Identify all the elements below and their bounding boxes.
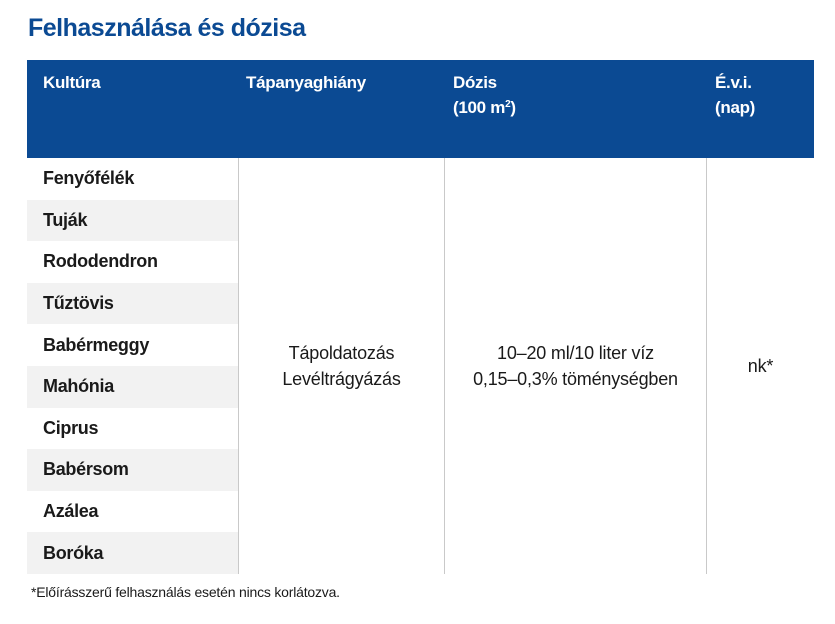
culture-row: Tuják — [27, 200, 238, 242]
culture-row: Rododendron — [43, 251, 158, 272]
culture-row: Fenyőfélék — [43, 168, 135, 189]
header-evi-line2: (nap) — [715, 98, 756, 117]
footnote: *Előírásszerű felhasználás esetén nincs korlátozva. — [31, 584, 340, 600]
dose-line: 0,15–0,3% töménységben — [473, 369, 678, 389]
page-title: Felhasználása és dózisa — [28, 14, 306, 42]
culture-row: Mahónia — [27, 366, 238, 408]
culture-row: Ciprus — [43, 417, 99, 438]
table-header — [27, 60, 814, 158]
header-dose-unit-suffix: ) — [510, 98, 516, 117]
culture-row: Azálea — [43, 501, 99, 522]
culture-row: Babérsom — [27, 449, 238, 491]
deficiency-line: Tápoldatozás — [288, 343, 395, 363]
deficiency-cell — [239, 158, 444, 574]
header-dose-line2 — [453, 95, 516, 120]
header-dose — [453, 70, 516, 120]
culture-column — [27, 158, 238, 574]
header-deficiency — [246, 70, 366, 95]
header-dose-unit-sup: 2 — [505, 99, 511, 110]
dose-cell — [445, 158, 706, 574]
dosage-table — [27, 60, 814, 574]
header-dose-unit-prefix: (100 m — [453, 98, 506, 117]
culture-row: Boróka — [27, 532, 238, 574]
culture-row: Tűztövis — [27, 283, 238, 325]
dose-line: 10–20 ml/10 liter víz — [497, 343, 654, 363]
deficiency-line: Levéltrágyázás — [282, 369, 401, 389]
header-dose-line1: Dózis — [453, 73, 497, 92]
header-culture-label: Kultúra — [43, 73, 101, 92]
evi-value: nk* — [747, 356, 774, 376]
header-evi — [715, 70, 755, 120]
header-culture — [43, 70, 100, 95]
header-deficiency-label: Tápanyaghiány — [246, 73, 366, 92]
culture-row: Babérmeggy — [43, 334, 150, 355]
evi-cell — [707, 158, 814, 574]
header-evi-line1: É.v.i. — [715, 73, 752, 92]
